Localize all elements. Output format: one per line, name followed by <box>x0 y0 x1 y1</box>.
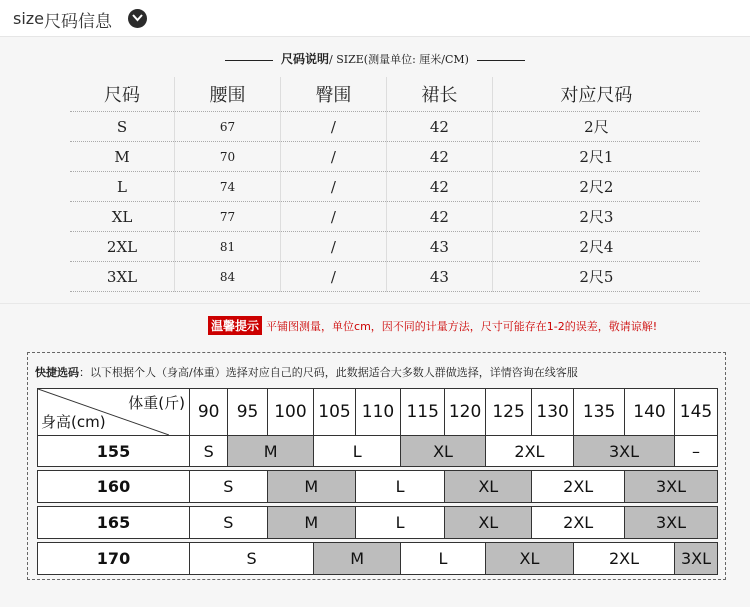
size-cell: S <box>190 436 228 467</box>
table-cell: 43 <box>386 232 492 262</box>
size-cell: L <box>401 543 486 575</box>
weight-cell: 120 <box>445 389 486 436</box>
column-header: 对应尺码 <box>492 77 700 112</box>
weight-cell: 100 <box>267 389 313 436</box>
height-cell: 155 <box>38 436 190 467</box>
table-row <box>70 172 700 202</box>
height-cell: 160 <box>38 471 190 503</box>
column-header: 腰围 <box>175 77 281 112</box>
table-cell: 2尺1 <box>492 142 700 172</box>
size-cell: S <box>190 543 314 575</box>
table-row <box>70 142 700 172</box>
table-cell: 67 <box>175 112 281 142</box>
table-row <box>70 262 700 292</box>
table-cell: 77 <box>175 202 281 232</box>
table-row <box>70 112 700 142</box>
table-cell: S <box>70 112 175 142</box>
height-cell: 170 <box>38 543 190 575</box>
weight-header-row <box>38 389 718 436</box>
tip-text: 平铺图测量，单位cm，因不同的计量方法，尺寸可能存在1-2的误差，敬请谅解! <box>266 320 658 333</box>
table-cell: 42 <box>386 112 492 142</box>
size-cell: L <box>314 436 401 467</box>
weight-cell: 90 <box>190 389 228 436</box>
weight-cell: 110 <box>355 389 400 436</box>
table-cell: 42 <box>386 202 492 232</box>
table-cell: 84 <box>175 262 281 292</box>
section-header <box>0 0 750 37</box>
table-row <box>38 471 718 503</box>
table-cell: 3XL <box>70 262 175 292</box>
table-cell: 70 <box>175 142 281 172</box>
size-cell: M <box>267 507 355 539</box>
table-cell: 42 <box>386 142 492 172</box>
table-cell: XL <box>70 202 175 232</box>
size-cell: 3XL <box>625 471 718 503</box>
table-cell: 2尺 <box>492 112 700 142</box>
tip <box>208 315 657 335</box>
weight-cell: 125 <box>485 389 531 436</box>
size-cell: XL <box>401 436 486 467</box>
table-row <box>70 232 700 262</box>
table-cell: M <box>70 142 175 172</box>
height-header-label: 身高(cm) <box>41 413 106 431</box>
weight-cell: 140 <box>625 389 675 436</box>
table-cell: / <box>280 232 386 262</box>
size-subtitle <box>0 50 750 67</box>
table-cell: 2XL <box>70 232 175 262</box>
table-cell: 2尺2 <box>492 172 700 202</box>
size-table-header <box>70 77 700 112</box>
subtitle-bold: 尺码说明 <box>281 52 330 66</box>
table-cell: 2尺3 <box>492 202 700 232</box>
size-cell: XL <box>445 471 532 503</box>
size-cell: L <box>355 471 444 503</box>
table-row <box>70 202 700 232</box>
table-cell: 74 <box>175 172 281 202</box>
table-cell: / <box>280 112 386 142</box>
size-cell: 2XL <box>485 436 573 467</box>
size-cell: 3XL <box>674 543 717 575</box>
size-cell: 2XL <box>574 543 675 575</box>
column-header: 裙长 <box>386 77 492 112</box>
table-row <box>38 507 718 539</box>
divider <box>477 60 525 61</box>
weight-cell: 135 <box>574 389 625 436</box>
weight-cell: 105 <box>314 389 356 436</box>
divider <box>0 303 750 304</box>
table-cell: L <box>70 172 175 202</box>
column-header: 臀围 <box>280 77 386 112</box>
recommend-note <box>35 364 578 380</box>
table-cell: 43 <box>386 262 492 292</box>
table-cell: / <box>280 202 386 232</box>
section-title: 尺码信息 <box>44 12 112 32</box>
table-cell: 42 <box>386 172 492 202</box>
size-cell: 3XL <box>574 436 675 467</box>
tip-badge: 温馨提示 <box>208 316 262 335</box>
table-cell: / <box>280 172 386 202</box>
weight-cell: 145 <box>674 389 717 436</box>
table-cell: / <box>280 142 386 172</box>
recommend-label: 快捷选码 <box>35 366 79 379</box>
table-cell: 81 <box>175 232 281 262</box>
recommend-text: ：以下根据个人（身高/体重）选择对应自己的尺码，此数据适合大多数人群做选择，详情咨询在线客服 <box>79 366 578 379</box>
size-label: size <box>13 9 45 28</box>
size-cell: XL <box>445 507 532 539</box>
weight-cell: 95 <box>228 389 267 436</box>
weight-header-label: 体重(斤) <box>128 394 185 412</box>
weight-cell: 130 <box>532 389 574 436</box>
size-cell: – <box>674 436 717 467</box>
size-cell: M <box>228 436 314 467</box>
size-cell: M <box>267 471 355 503</box>
size-cell: L <box>355 507 444 539</box>
size-cell: M <box>314 543 401 575</box>
recommend-table <box>37 388 718 575</box>
subtitle-unit: / SIZE(测量单位: 厘米/CM) <box>329 53 469 66</box>
height-cell: 165 <box>38 507 190 539</box>
table-cell: / <box>280 262 386 292</box>
size-cell: S <box>190 471 268 503</box>
size-cell: 3XL <box>625 507 718 539</box>
diagonal-header-cell <box>38 389 190 436</box>
size-cell: S <box>190 507 268 539</box>
table-cell: 2尺5 <box>492 262 700 292</box>
divider <box>225 60 273 61</box>
size-cell: 2XL <box>532 471 625 503</box>
column-header: 尺码 <box>104 85 140 106</box>
size-cell: XL <box>485 543 573 575</box>
size-table <box>70 77 700 292</box>
table-cell: 2尺4 <box>492 232 700 262</box>
chevron-down-icon[interactable] <box>128 9 147 28</box>
weight-cell: 115 <box>401 389 445 436</box>
table-row <box>38 436 718 467</box>
table-row <box>38 543 718 575</box>
size-cell: 2XL <box>532 507 625 539</box>
